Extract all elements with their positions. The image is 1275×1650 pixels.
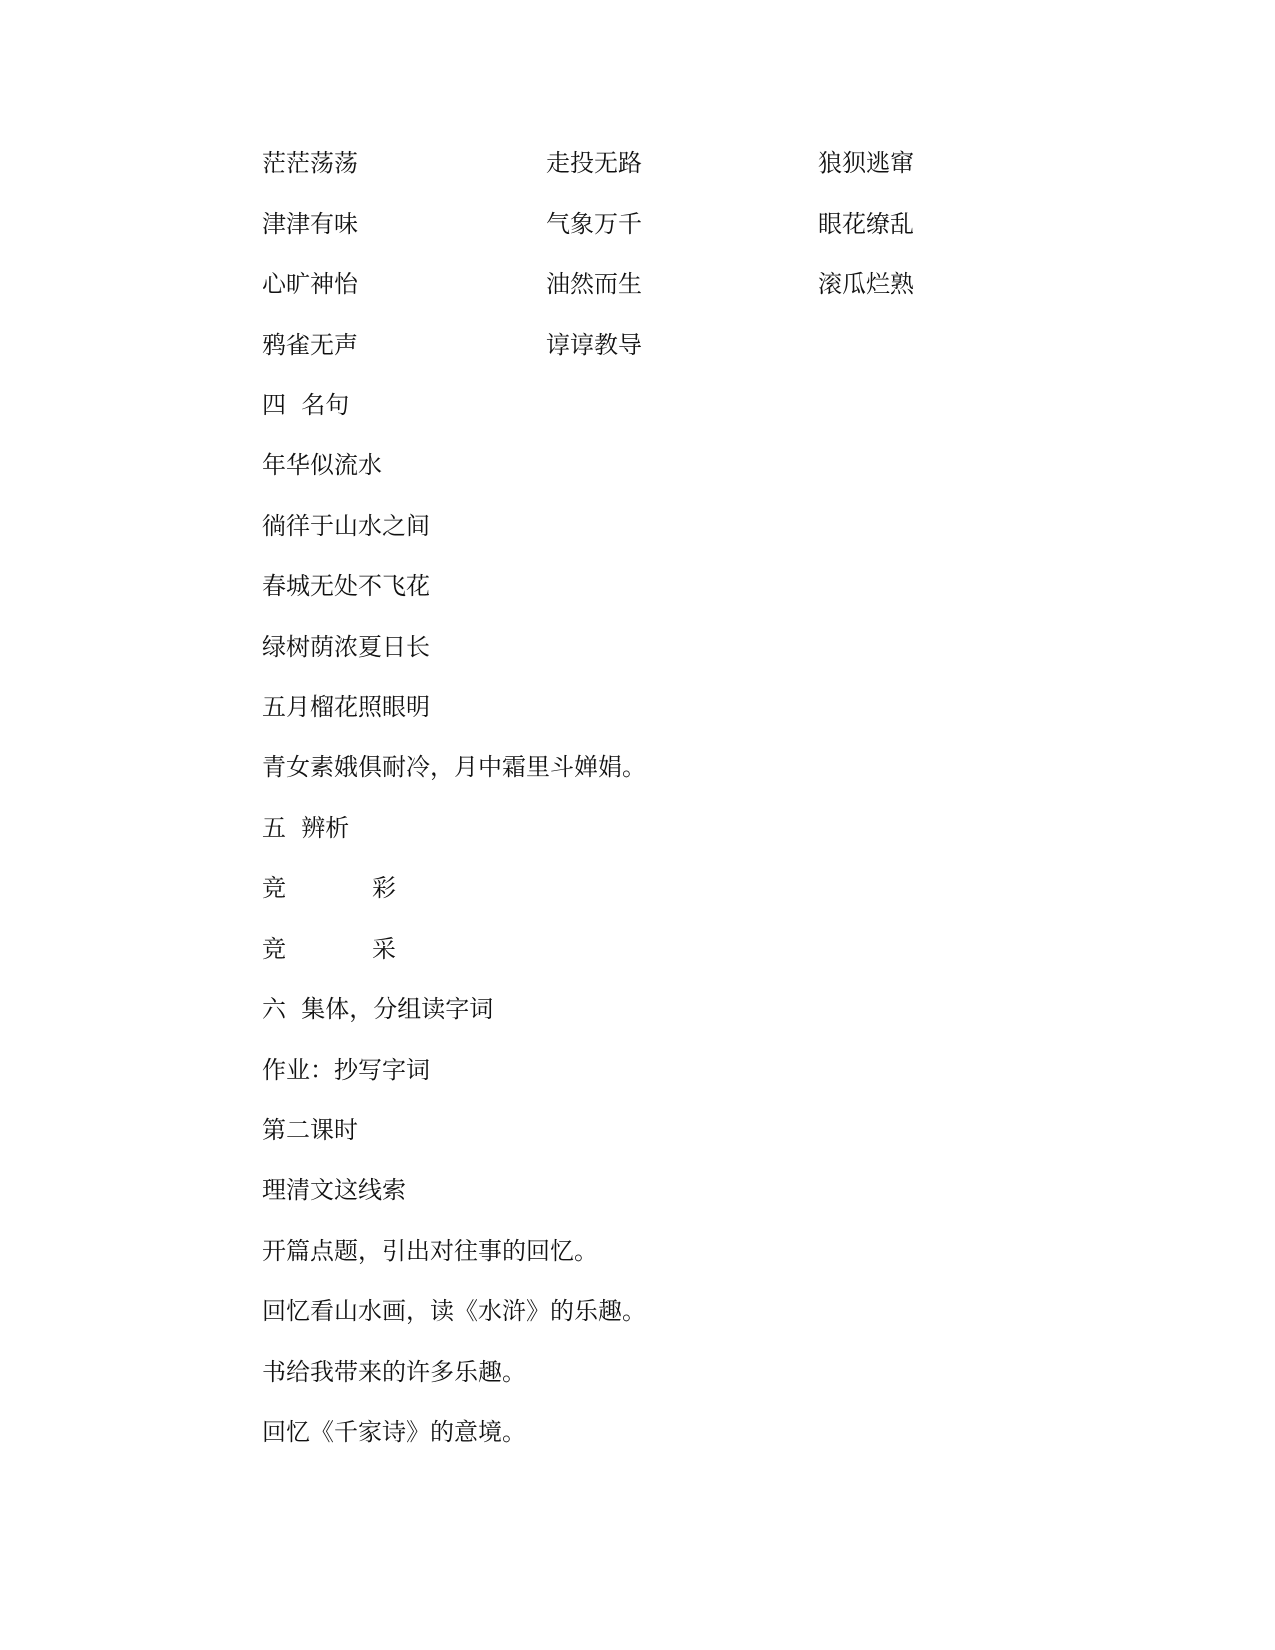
distinguish-pair-1-right: 彩 <box>372 874 396 902</box>
idiom-r2-c2: 气象万千 <box>546 210 642 238</box>
idiom-r3-c1: 心旷神怡 <box>262 270 358 298</box>
homework-line: 作业：抄写字词 <box>262 1056 430 1084</box>
famous-line-5: 五月榴花照眼明 <box>262 693 430 721</box>
idiom-r1-c3: 狼狈逃窜 <box>818 149 914 177</box>
lesson2-line-2: 回忆看山水画，读《水浒》的乐趣。 <box>262 1297 646 1325</box>
idiom-r1-c1: 茫茫荡荡 <box>262 149 358 177</box>
lesson2-line-3: 书给我带来的许多乐趣。 <box>262 1358 526 1386</box>
section6-heading: 六 集体，分组读字词 <box>262 995 494 1023</box>
lesson2-line-1: 开篇点题，引出对往事的回忆。 <box>262 1237 598 1265</box>
famous-line-3: 春城无处不飞花 <box>262 572 430 600</box>
famous-line-2: 徜徉于山水之间 <box>262 512 430 540</box>
section5-heading: 五 辨析 <box>262 814 350 842</box>
idiom-r3-c3: 滚瓜烂熟 <box>818 270 914 298</box>
idiom-r2-c1: 津津有味 <box>262 210 358 238</box>
famous-line-1: 年华似流水 <box>262 451 382 479</box>
idiom-r1-c2: 走投无路 <box>546 149 642 177</box>
section4-heading: 四 名句 <box>262 391 350 419</box>
idiom-r2-c3: 眼花缭乱 <box>818 210 914 238</box>
lesson2-title: 第二课时 <box>262 1116 358 1144</box>
lesson2-subtitle: 理清文这线索 <box>262 1176 406 1204</box>
idiom-r4-c1: 鸦雀无声 <box>262 331 358 359</box>
famous-line-6: 青女素娥俱耐冷，月中霜里斗婵娟。 <box>262 753 646 781</box>
distinguish-pair-2-right: 采 <box>372 935 396 963</box>
idiom-r3-c2: 油然而生 <box>546 270 642 298</box>
distinguish-pair-1-left: 竞 <box>262 874 286 902</box>
famous-line-4: 绿树荫浓夏日长 <box>262 633 430 661</box>
distinguish-pair-2-left: 竞 <box>262 935 286 963</box>
lesson2-line-4: 回忆《千家诗》的意境。 <box>262 1418 526 1446</box>
idiom-r4-c2: 谆谆教导 <box>546 331 642 359</box>
